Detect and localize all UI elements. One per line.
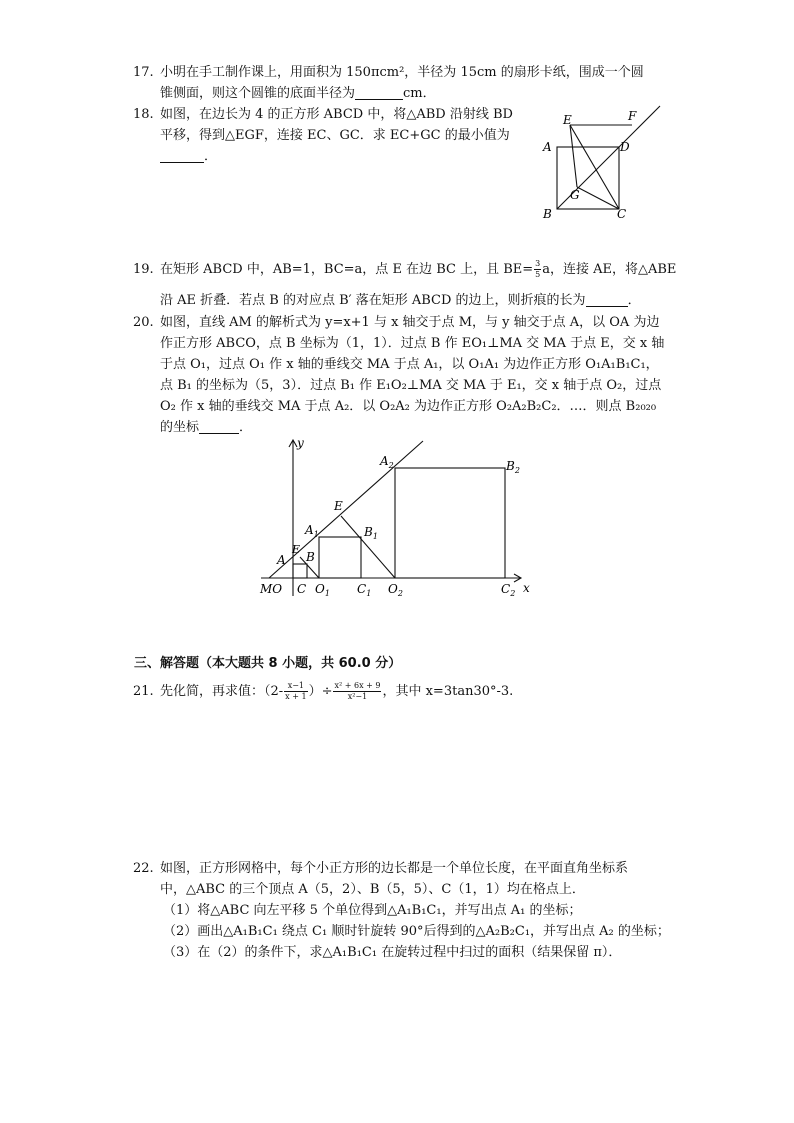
q18-figure — [530, 105, 670, 225]
q20-label-o1: $O_1$ — [315, 582, 330, 598]
q20-label-e: E — [292, 543, 301, 556]
q20-line1: 如图，直线 AM 的解析式为 y=x+1 与 x 轴交于点 M，与 y 轴交于点 A，以 OA 为边 — [160, 315, 660, 330]
q19-line1 — [160, 258, 676, 281]
q19-line1-tail: a，连接 AE，将△ABE — [542, 262, 677, 277]
q22-item3: （3）在（2）的条件下，求△A₁B₁C₁ 在旋转过程中扫过的面积（结果保留 π）． — [163, 945, 622, 960]
q18-number: 18. — [133, 107, 154, 122]
q17-unit: cm． — [403, 86, 436, 101]
q17-line2-text: 锥侧面，则这个圆锥的底面半径为 — [160, 86, 356, 101]
q21-suffix: ，其中 x=3tan30°-3. — [382, 684, 514, 699]
q21-middle: ）÷ — [308, 684, 333, 699]
q20-label-o2: $O_2$ — [388, 582, 403, 598]
q20-line6 — [160, 416, 252, 439]
q18-period: ． — [204, 149, 218, 164]
q20-label-x: x — [523, 581, 530, 595]
q17-answer-blank[interactable] — [355, 84, 403, 100]
q18-label-d: D — [620, 140, 630, 154]
q20-label-c: C — [297, 582, 307, 596]
q20-answer-blank[interactable] — [199, 418, 239, 434]
q21-expression — [160, 680, 513, 703]
q20-line-am — [269, 441, 423, 578]
q20-line5: O₂ 作 x 轴的垂线交 MA 于点 A₂．以 O₂A₂ 为边作正方形 O₂A₂B₂C₂．…．则点 B₂₀₂₀ — [160, 399, 657, 414]
q21-fraction-2: $\frac{\text{x² + 6x + 9}}{\text{x²−1}}$ — [334, 681, 381, 701]
q20-label-y: y — [297, 436, 304, 450]
q20-square-1 — [319, 537, 361, 578]
q20-square-2 — [395, 468, 505, 578]
q20-period: ． — [239, 420, 253, 435]
q20-number: 20. — [133, 315, 154, 330]
q18-line2: 平移，得到△EGF，连接 EC、GC．求 EC+GC 的最小值为 — [160, 128, 510, 143]
q17-number: 17. — [133, 65, 154, 80]
q20-line4: 点 B₁ 的坐标为（5，3）．过点 B₁ 作 E₁O₂⊥MA 交 MA 于 E₁，交 x 轴于点 O₂，过点 — [160, 378, 662, 393]
q20-label-b: B — [306, 550, 315, 564]
q20-figure — [255, 432, 545, 602]
q20-label-c2: $C_2$ — [501, 582, 516, 598]
q21-prefix: 先化简，再求值：（2- — [160, 684, 284, 699]
q19-line2-text: 沿 AE 折叠．若点 B 的对应点 B′ 落在矩形 ABCD 的边上，则折痕的长为 — [160, 293, 586, 308]
q18-label-a: A — [543, 140, 552, 154]
q22-number: 22. — [133, 861, 154, 876]
q22-item1: （1）将△ABC 向左平移 5 个单位得到△A₁B₁C₁，并写出点 A₁ 的坐标； — [163, 903, 582, 918]
q20-label-a1: $A_1$ — [305, 523, 319, 539]
q19-line1-text: 在矩形 ABCD 中，AB=1，BC=a，点 E 在边 BC 上，且 BE= — [160, 262, 534, 277]
q20-label-e1: E — [334, 499, 343, 513]
q17-line2 — [160, 82, 436, 105]
q22-line2: 中，△ABC 的三个顶点 A（5，2）、B（5，5）、C（1，1）均在格点上． — [160, 882, 585, 897]
q20-label-c1: $C_1$ — [357, 582, 372, 598]
q20-line2: 作正方形 ABCO，点 B 坐标为（1，1）．过点 B 作 EO₁⊥MA 交 MA 于点 E，交 x 轴 — [160, 336, 665, 351]
q21-fraction-1: $\frac{x-1}{x + 1}$ — [285, 681, 307, 701]
q18-label-g: G — [570, 188, 580, 202]
q20-line6-text: 的坐标 — [160, 420, 200, 435]
q18-label-c: C — [617, 207, 627, 221]
q20-label-a2: $A_2$ — [380, 454, 394, 470]
q20-label-mo: MO — [260, 582, 283, 596]
q20-label-b2: $B_2$ — [506, 459, 520, 475]
q18-label-f: F — [628, 109, 637, 123]
q18-line1: 如图，在边长为 4 的正方形 ABCD 中，将△ABD 沿射线 BD — [160, 107, 513, 122]
q19-number: 19. — [133, 262, 154, 277]
q22-item2: （2）画出△A₁B₁C₁ 绕点 C₁ 顺时针旋转 90°后得到的△A₂B₂C₁，并写出点 A₂ 的坐标； — [163, 924, 670, 939]
q18-line3 — [160, 145, 217, 168]
q20-line3: 于点 O₁，过点 O₁ 作 x 轴的垂线交 MA 于点 A₁，以 O₁A₁ 为边作正方形 O₁A₁B₁C₁， — [160, 357, 659, 372]
q19-fraction: $\frac{3}{5}$ — [535, 259, 541, 279]
q21-number: 21. — [133, 684, 154, 699]
q19-period: ． — [627, 293, 641, 308]
q19-line2 — [160, 289, 641, 312]
q20-label-b1: $B_1$ — [364, 525, 378, 541]
q18-label-b: B — [543, 207, 552, 221]
q18-answer-blank[interactable] — [160, 147, 204, 163]
q22-line1: 如图，正方形网格中，每个小正方形的边长都是一个单位长度，在平面直角坐标系 — [160, 861, 629, 876]
q20-square-abco — [293, 564, 307, 578]
section-heading: 三、解答题（本大题共 8 小题，共 60.0 分） — [134, 656, 402, 671]
q20-label-a: A — [277, 553, 286, 567]
q18-label-e: E — [563, 113, 572, 127]
q19-answer-blank[interactable] — [586, 291, 628, 307]
q17-line1: 小明在手工制作课上，用面积为 150πcm²，半径为 15cm 的扇形卡纸，围成一个圆 — [160, 65, 644, 80]
